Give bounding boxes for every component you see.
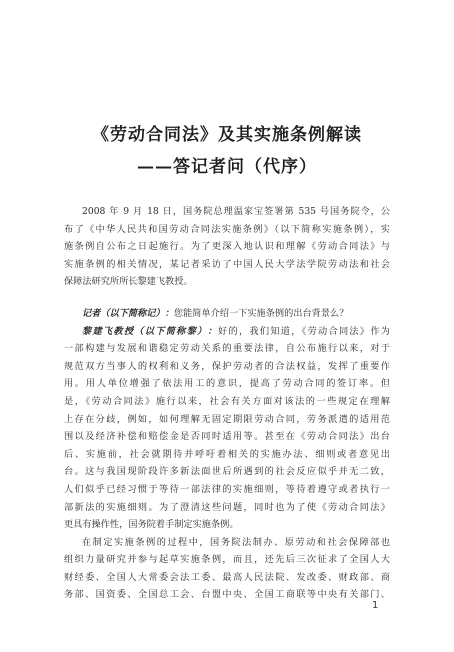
page-number: 1: [372, 600, 379, 611]
interview-section: [64, 305, 390, 604]
interviewer-label: 记者（以下简称记）：: [82, 307, 174, 319]
text-line: 施条例自公布之日起施行。为了更深入地认识和理解《劳动合同法》与: [64, 241, 390, 253]
text-line: 上存在分歧，例如，如何理解无固定期限劳动合同，劳务派遣的适用范: [64, 413, 390, 425]
answer-text: 好的，我们知道，《劳动合同法》作为: [218, 325, 390, 337]
text-line: 后、实施前，社会就期待并呼吁着相关的实施办法、细则或者意见出: [64, 448, 390, 460]
document-subtitle: ——答记者问（代序）: [137, 157, 317, 177]
text-line: 规范双方当事人的权利和义务，保护劳动者的合法权益，发挥了重要作: [64, 360, 390, 372]
answer-line: [64, 323, 390, 341]
text-line: 布了《中华人民共和国劳动合同法实施条例》（以下简称实施条例），实: [64, 223, 390, 235]
interviewee-label: 黎建飞教授（以下简称黎）：: [82, 325, 219, 337]
document-title: 《劳动合同法》及其实施条例解读: [92, 125, 362, 145]
text-line: 在制定实施条例的过程中，国务院法制办、原劳动和社会保障部也: [82, 536, 390, 548]
text-line: 一部构建与发展和谐稳定劳动关系的重要法律，自公布施行以来，对于: [64, 343, 390, 355]
text-line: 人们似乎已经习惯于等待一部法律的实施细则，等待着遵守或者执行一: [64, 483, 390, 495]
text-line: 更具有操作性，国务院着手制定实施条例。: [64, 519, 239, 531]
text-line: 台。这与我国现阶段许多新法面世后所遇到的社会反应似乎并无二致，: [64, 466, 390, 478]
text-line: 部新法的实施细则。为了澄清这些问题，同时也为了使《劳动合同法》: [64, 501, 390, 513]
text-line: 2008 年 9 月 18 日，国务院总理温家宝签署第 535 号国务院令，公: [82, 206, 390, 217]
text-line: 财经委、全国人大常委会法工委、最高人民法院、发改委、财政部、商: [64, 571, 390, 583]
text-line: 务部、国资委、全国总工会、台盟中央、全国工商联等中央有关部门、: [64, 589, 390, 601]
text-line: 用。用人单位增强了依法用工的意识，提高了劳动合同的签订率。但: [64, 378, 390, 390]
question-text: 您能简单介绍一下实施条例的出台背景么？: [173, 307, 349, 319]
document-body: [64, 203, 390, 604]
text-line: 组织力量研究并参与起草实施条例，而且，还先后三次征求了全国人大: [64, 554, 390, 566]
text-line: 围以及经济补偿和赔偿金是否同时适用等。甚至在《劳动合同法》出台: [64, 431, 390, 443]
question-line: [64, 305, 390, 323]
text-line: 保障法研究所所长黎建飞教授。: [64, 276, 193, 288]
text-line: 实施条例的相关情况，某记者采访了中国人民大学法学院劳动法和社会: [64, 258, 390, 270]
intro-paragraph: [64, 203, 390, 291]
text-line: 是，《劳动合同法》施行以来，社会有关方面对该法的一些规定在理解: [64, 395, 390, 407]
